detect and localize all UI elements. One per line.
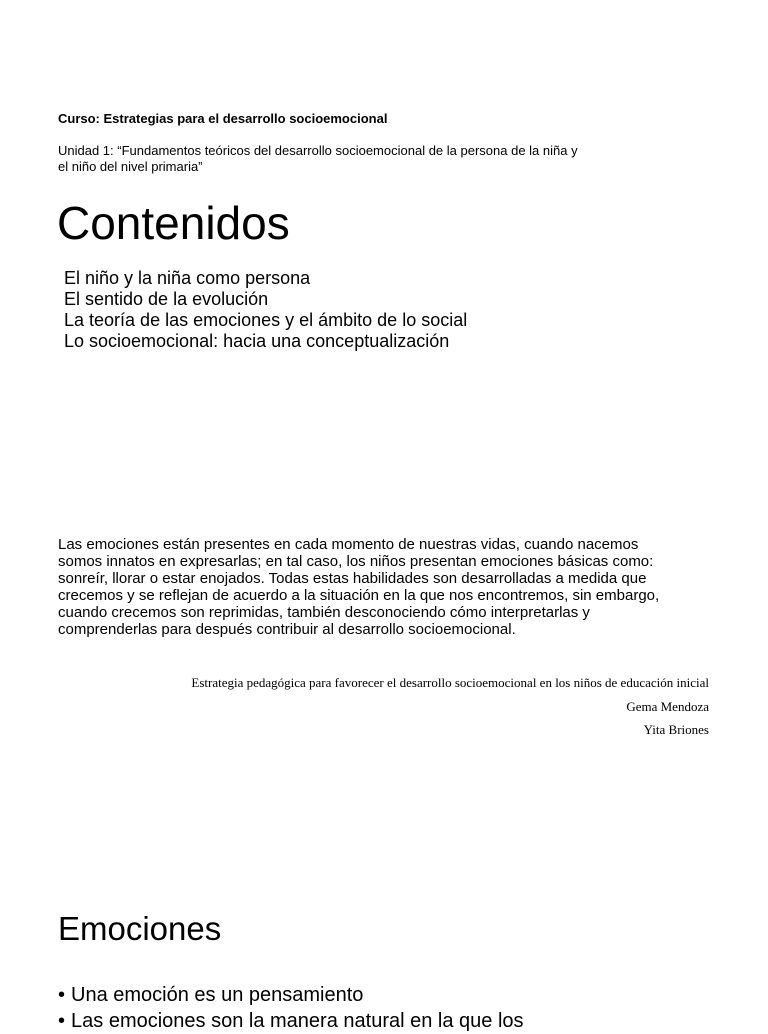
- contents-heading: Contenidos: [57, 197, 290, 249]
- list-item-text: Una emoción es un pensamiento: [71, 984, 364, 1006]
- list-item-text: Las emociones son la manera natural en la que los: [71, 1010, 524, 1032]
- bullet-icon: •: [58, 1010, 66, 1032]
- paragraph-line: Las emociones están presentes en cada momento de nuestras vidas, cuando nacemos: [58, 536, 639, 553]
- paragraph-line: sonreír, llorar o estar enojados. Todas estas habilidades son desarrolladas a medida que: [58, 570, 647, 587]
- citation-source: Estrategia pedagógica para favorecer el desarrollo socioemocional en los niños de educación inicial: [191, 675, 709, 690]
- list-item: [58, 982, 524, 1008]
- paragraph-line: comprenderlas para después contribuir al desarrollo socioemocional.: [58, 621, 516, 638]
- list-item: [58, 1008, 524, 1034]
- contents-item: El niño y la niña como persona: [64, 268, 311, 288]
- paragraph-line: crecemos y se reflejan de acuerdo a la situación en la que nos encontremos, sin embargo,: [58, 587, 660, 604]
- contents-item: Lo socioemocional: hacia una conceptualización: [64, 331, 450, 351]
- citation-author: Gema Mendoza: [626, 698, 709, 714]
- emociones-heading: Emociones: [58, 910, 222, 947]
- citation-block: [191, 671, 709, 742]
- emociones-list: [58, 982, 524, 1034]
- contents-list: [64, 268, 467, 352]
- bullet-icon: •: [58, 984, 66, 1006]
- intro-paragraph: [58, 536, 718, 638]
- contents-item: La teoría de las emociones y el ámbito de lo social: [64, 310, 468, 330]
- paragraph-line: cuando crecemos son reprimidas, también desconociendo cómo interpretarlas y: [58, 604, 590, 621]
- paragraph-line: somos innatos en expresarlas; en tal caso, los niños presentan emociones básicas como:: [58, 553, 654, 570]
- contents-item: El sentido de la evolución: [64, 289, 269, 309]
- course-title: Curso: Estrategias para el desarrollo socioemocional: [58, 111, 388, 126]
- unit-title-line-2: el niño del nivel primaria”: [58, 159, 203, 174]
- unit-title: [58, 143, 658, 175]
- citation-author: Yita Briones: [643, 722, 709, 737]
- unit-title-line-1: Unidad 1: “Fundamentos teóricos del desarrollo socioemocional de la persona de la niña y: [58, 143, 578, 158]
